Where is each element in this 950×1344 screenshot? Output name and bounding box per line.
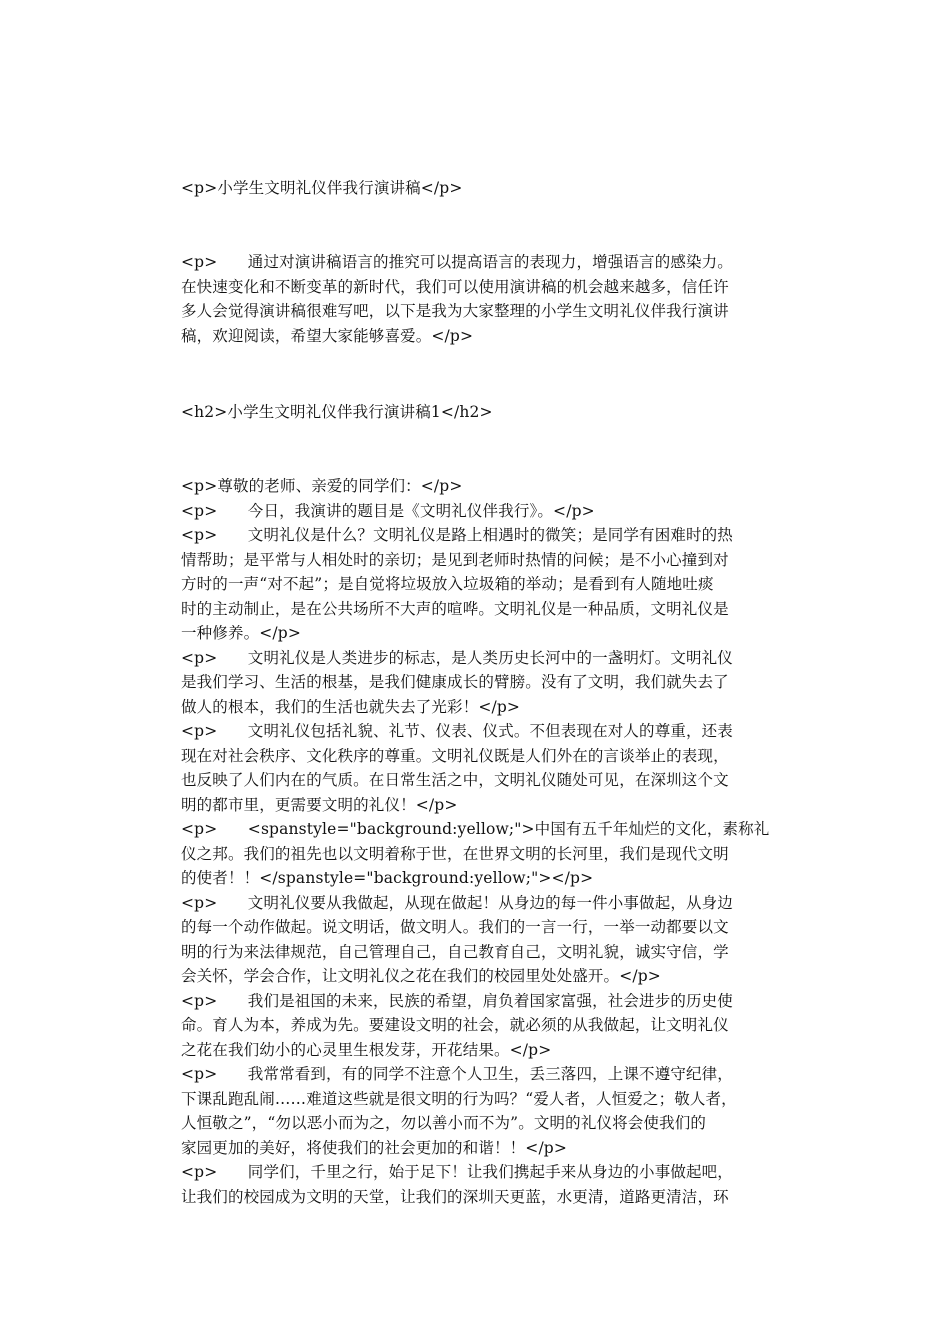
speech-body	[181, 474, 775, 1209]
body-line: <p> 同学们，千里之行，始于足下！让我们携起手来从身边的小事做起吧，	[181, 1163, 733, 1181]
body-line: 明的都市里，更需要文明的礼仪！</p>	[181, 795, 458, 814]
body-line: 人恒敬之”，“勿以恶小而为之，勿以善小而不为”。文明的礼仪将会使我们的	[181, 1114, 707, 1132]
body-line: <p>尊敬的老师、亲爱的同学们：</p>	[181, 477, 463, 495]
intro-line: <p> 通过对演讲稿语言的推究可以提高语言的表现力，增强语言的感染力。	[181, 253, 733, 271]
body-line: 家园更加的美好，将使我们的社会更加的和谐！！</p>	[181, 1138, 568, 1157]
body-line: 的使者！！</spanstyle="background:yellow;"></p>	[181, 869, 594, 887]
body-line: 明的行为来法律规范，自己管理自己，自己教育自己，文明礼貌，诚实守信，学	[181, 942, 729, 961]
body-line: 命。育人为本，养成为先。要建设文明的社会，就必须的从我做起，让文明礼仪	[181, 1016, 729, 1034]
body-line: 之花在我们幼小的心灵里生根发芽，开花结果。</p>	[181, 1040, 552, 1059]
body-line: <p> 文明礼仪要从我做起，从现在做起！从身边的每一件小事做起，从身边	[181, 893, 733, 912]
body-line: 现在对社会秩序、文化秩序的尊重。文明礼仪既是人们外在的言谈举止的表现，	[181, 746, 729, 765]
body-line: <p> <spanstyle="background:yellow;">中国有五千年灿烂的文化，素称礼	[181, 820, 770, 838]
body-line: 方时的一声“对不起”；是自觉将垃圾放入垃圾箱的举动；是看到有人随地吐痰	[181, 575, 714, 593]
body-line: <p> 文明礼仪是人类进步的标志，是人类历史长河中的一盏明灯。文明礼仪	[181, 648, 733, 667]
body-line: 一种修养。</p>	[181, 624, 301, 642]
body-line: 时的主动制止，是在公共场所不大声的喧哗。文明礼仪是一种品质，文明礼仪是	[181, 599, 729, 618]
body-line: 让我们的校园成为文明的天堂，让我们的深圳天更蓝，水更清，道路更清洁，环	[181, 1187, 729, 1206]
body-line: <p> 文明礼仪包括礼貌、礼节、仪表、仪式。不但表现在对人的尊重，还表	[181, 722, 733, 740]
body-line: 的每一个动作做起。说文明话，做文明人。我们的一言一行，一举一动都要以文	[181, 918, 729, 936]
body-line: <p> 我常常看到，有的同学不注意个人卫生，丢三落四，上课不遵守纪律，	[181, 1065, 733, 1083]
intro-paragraph	[181, 250, 775, 348]
intro-line: 多人会觉得演讲稿很难写吧，以下是我为大家整理的小学生文明礼仪伴我行演讲	[181, 302, 729, 320]
intro-line: 稿，欢迎阅读，希望大家能够喜爱。</p>	[181, 326, 474, 345]
body-line: 情帮助；是平常与人相处时的亲切；是见到老师时热情的问候；是不小心撞到对	[181, 550, 729, 569]
body-line: 下课乱跑乱闹……难道这些就是很文明的行为吗？“爱人者，人恒爱之；敬人者，	[181, 1089, 737, 1108]
body-line: 会关怀，学会合作，让文明礼仪之花在我们的校园里处处盛开。</p>	[181, 967, 661, 985]
body-line: 也反映了人们内在的气质。在日常生活之中，文明礼仪随处可见，在深圳这个文	[181, 771, 729, 789]
body-line: 是我们学习、生活的根基，是我们健康成长的臂膀。没有了文明，我们就失去了	[181, 673, 729, 691]
section-heading-line: <h2>小学生文明礼仪伴我行演讲稿1</h2>	[181, 403, 493, 421]
document-title-line: <p>小学生文明礼仪伴我行演讲稿</p>	[181, 179, 463, 197]
body-line: <p> 我们是祖国的未来，民族的希望，肩负着国家富强，社会进步的历史使	[181, 991, 733, 1010]
body-line: <p> 今日，我演讲的题目是《文明礼仪伴我行》。</p>	[181, 501, 595, 520]
body-line: <p> 文明礼仪是什么？文明礼仪是路上相遇时的微笑；是同学有困难时的热	[181, 526, 733, 544]
body-line: 做人的根本，我们的生活也就失去了光彩！</p>	[181, 697, 521, 716]
body-line: 仪之邦。我们的祖先也以文明着称于世，在世界文明的长河里，我们是现代文明	[181, 844, 729, 863]
intro-line: 在快速变化和不断变革的新时代，我们可以使用演讲稿的机会越来越多，信任许	[181, 277, 729, 296]
